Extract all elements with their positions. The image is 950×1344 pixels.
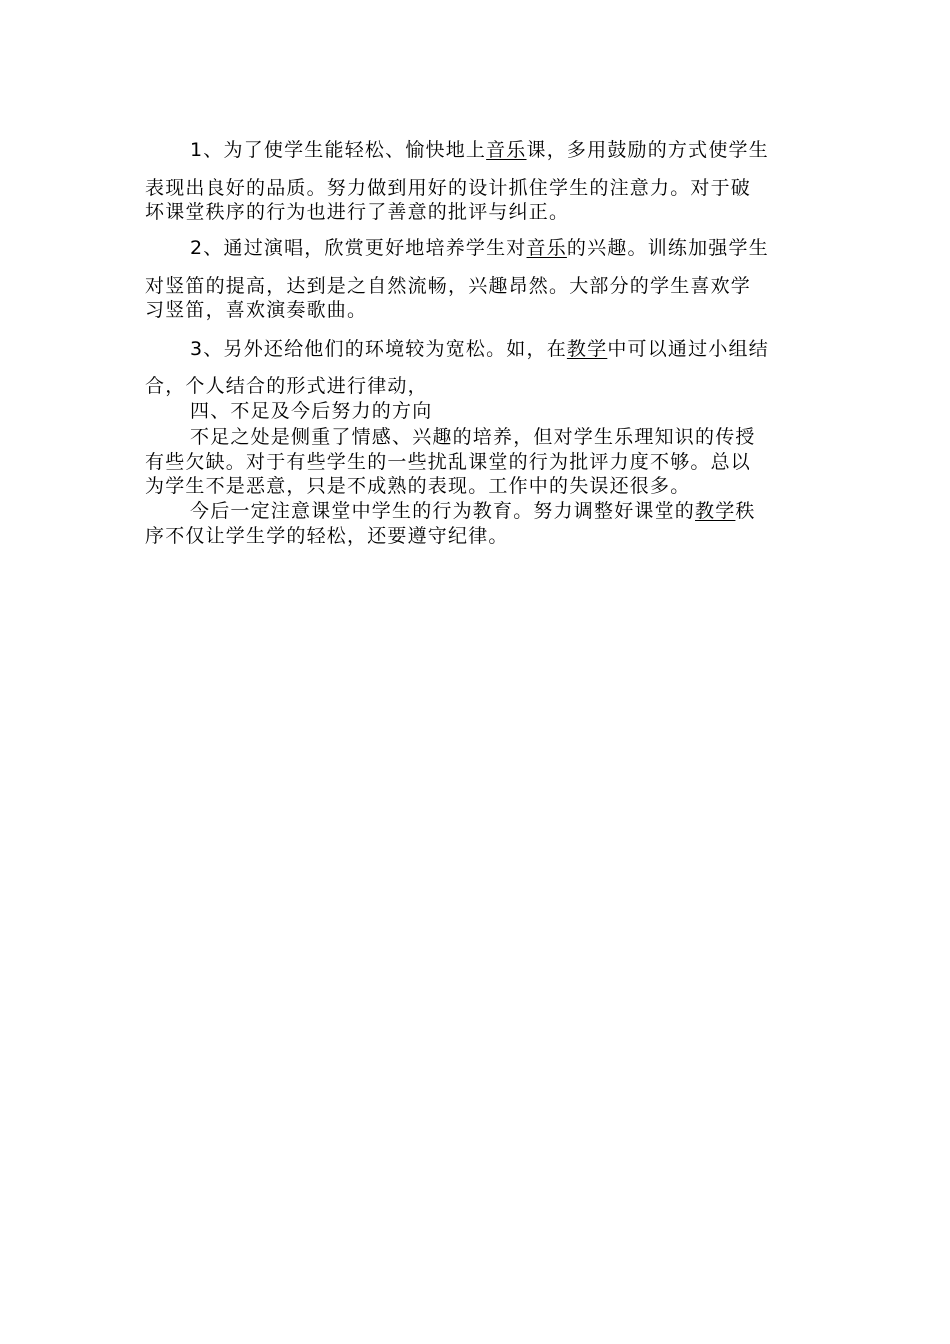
text-segment: 秩	[735, 500, 756, 522]
section-heading	[0, 399, 950, 423]
text-segment: 、另外还给他们的环境较为宽松。如，在	[203, 338, 567, 360]
paragraph-4-line-2	[0, 450, 950, 474]
link-teaching[interactable]: 教学	[566, 338, 608, 360]
text-segment: 合，个人结合的形式进行律动，	[145, 375, 428, 397]
text-segment: 不足之处是侧重了情感、兴趣的培养，但对学生乐理知识的传授	[190, 426, 756, 448]
link-music[interactable]: 音乐	[526, 237, 567, 259]
text-segment: 课，多用鼓励的方式使学生	[526, 139, 769, 161]
text-segment: 序不仅让学生学的轻松，还要遵守纪律。	[145, 525, 509, 547]
text-segment: 今后一定注意课堂中学生的行为教育。努力调整好课堂的	[190, 500, 696, 522]
paragraph-number: 2	[190, 237, 204, 259]
text-segment: 对竖笛的提高，达到是之自然流畅，兴趣昂然。大部分的学生喜欢学	[145, 275, 752, 297]
text-segment: 、通过演唱，欣赏更好地培养学生对	[203, 237, 527, 259]
text-segment: 有些欠缺。对于有些学生的一些扰乱课堂的行为批评力度不够。总以	[145, 451, 752, 473]
section-heading-text: 四、不足及今后努力的方向	[190, 400, 433, 422]
paragraph-1-line-1	[0, 138, 950, 162]
text-segment: 的兴趣。训练加强学生	[566, 237, 769, 259]
paragraph-number: 3	[190, 338, 204, 360]
text-segment: 、为了使学生能轻松、愉快地上	[203, 139, 487, 161]
text-segment: 坏课堂秩序的行为也进行了善意的批评与纠正。	[145, 201, 570, 223]
text-segment: 为学生不是恶意，只是不成熟的表现。工作中的失误还很多。	[145, 475, 691, 497]
paragraph-2-line-3	[0, 298, 950, 322]
paragraph-1-line-3	[0, 200, 950, 224]
paragraph-5-line-2	[0, 524, 950, 548]
text-segment: 习竖笛，喜欢演奏歌曲。	[145, 299, 368, 321]
paragraph-1-line-2	[0, 176, 950, 200]
text-segment: 表现出良好的品质。努力做到用好的设计抓住学生的注意力。对于破	[145, 177, 752, 199]
text-segment: 中可以通过小组结	[607, 338, 769, 360]
paragraph-2-line-1	[0, 236, 950, 260]
link-teaching[interactable]: 教学	[695, 500, 736, 522]
paragraph-3-line-2	[0, 374, 950, 398]
paragraph-number: 1	[190, 139, 204, 161]
paragraph-2-line-2	[0, 274, 950, 298]
paragraph-4-line-1	[0, 425, 950, 449]
paragraph-3-line-1	[0, 337, 950, 361]
link-music[interactable]: 音乐	[486, 139, 527, 161]
paragraph-5-line-1	[0, 499, 950, 523]
paragraph-4-line-3	[0, 474, 950, 498]
